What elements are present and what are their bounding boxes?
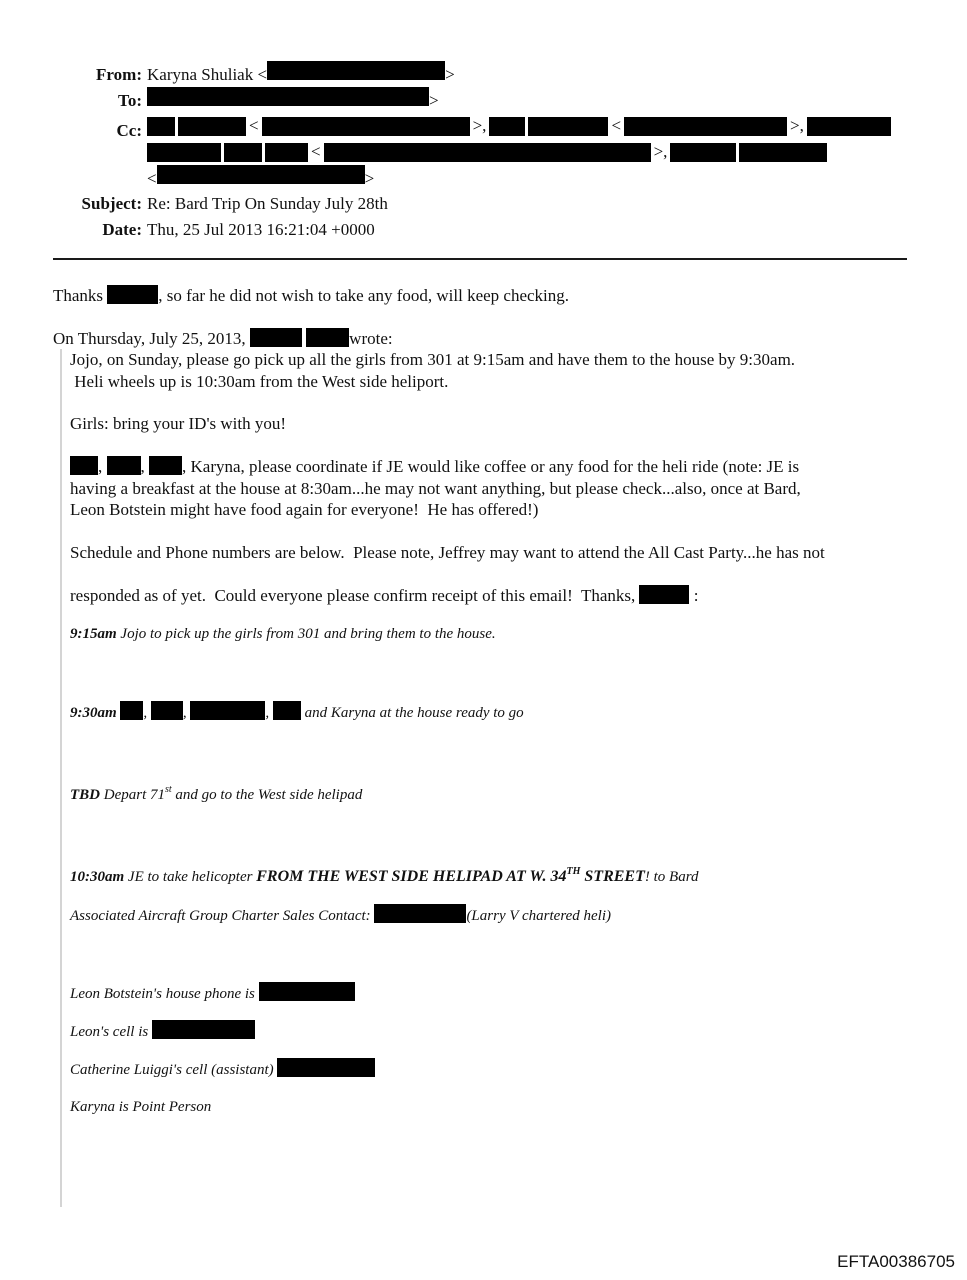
- quoted-line: responded as of yet. Could everyone please confirm receipt of this email! Thanks, :: [70, 586, 699, 605]
- quoted-line: Girls: bring your ID's with you!: [70, 414, 287, 433]
- redaction: [374, 904, 466, 923]
- subject-label: Subject:: [81, 194, 142, 213]
- quoted-line: Heli wheels up is 10:30am from the West side heliport.: [70, 372, 449, 391]
- cc-row: [0, 113, 967, 139]
- date-row: [0, 217, 967, 243]
- redaction: [190, 701, 265, 720]
- redaction: [149, 456, 182, 475]
- cc-row-3: < >: [0, 165, 967, 191]
- from-row: [0, 61, 967, 87]
- redaction: [267, 61, 445, 80]
- quoted-line: Jojo, on Sunday, please go pick up all the girls from 301 at 9:15am and have them to the house by 9:30am.: [70, 350, 796, 369]
- schedule-item: 9:15am Jojo to pick up the girls from 301 and bring them to the house.: [70, 626, 496, 642]
- redaction: [807, 117, 891, 136]
- redaction: [250, 328, 302, 347]
- schedule-item: 10:30am JE to take helicopter FROM THE WEST SIDE HELIPAD AT W. 34TH STREET! to Bard: [70, 866, 699, 885]
- redaction: [157, 165, 365, 184]
- to-row: [0, 87, 967, 113]
- from-close: >: [445, 65, 455, 84]
- date-label: Date:: [102, 220, 142, 239]
- redaction: [178, 117, 246, 136]
- redaction: [639, 585, 689, 604]
- quoted-line: having a breakfast at the house at 8:30am...he may not want anything, but please check...also, once at Bard,: [70, 479, 801, 498]
- redaction: [306, 328, 349, 347]
- redaction: [107, 456, 141, 475]
- subject-value: Re: Bard Trip On Sunday July 28th: [147, 194, 388, 213]
- redaction: [259, 982, 355, 1001]
- cc-label: Cc:: [116, 120, 142, 140]
- redaction: [262, 117, 470, 136]
- redaction: [273, 701, 301, 720]
- quote-border: [60, 349, 62, 1207]
- redaction: [120, 701, 143, 720]
- redaction: [277, 1058, 375, 1077]
- quoted-line: Schedule and Phone numbers are below. Please note, Jeffrey may want to attend the All Cast Party...he has not: [70, 543, 825, 562]
- from-label: From:: [96, 65, 142, 84]
- contact-line: Leon Botstein's house phone is: [70, 982, 355, 1005]
- redaction: [624, 117, 787, 136]
- quote-intro: On Thursday, July 25, 2013, wrote:: [53, 329, 393, 348]
- redaction: [107, 285, 158, 304]
- email-header: [0, 61, 967, 243]
- contact-line: Leon's cell is: [70, 1020, 255, 1043]
- schedule-item: TBD Depart 71st and go to the West side helipad: [70, 784, 363, 803]
- to-close: >: [429, 91, 439, 110]
- redaction: [739, 143, 827, 162]
- subject-row: [0, 191, 967, 217]
- redaction: [151, 701, 183, 720]
- redaction: [670, 143, 736, 162]
- quoted-line: , , , Karyna, please coordinate if JE would like coffee or any food for the heli ride (note: JE is: [70, 456, 799, 478]
- redaction: [147, 143, 221, 162]
- redaction: [324, 143, 651, 162]
- schedule-item: 9:30am , , , and Karyna at the house ready to go: [70, 701, 524, 724]
- document-id: EFTA00386705: [837, 1252, 955, 1271]
- redaction: [224, 143, 262, 162]
- redaction: [489, 117, 525, 136]
- cc-recipients: < >,: [147, 139, 827, 165]
- date-value: Thu, 25 Jul 2013 16:21:04 +0000: [147, 220, 375, 239]
- quoted-line: Leon Botstein might have food again for everyone! He has offered!): [70, 500, 539, 519]
- redaction: [147, 87, 429, 106]
- to-label: To:: [118, 91, 142, 110]
- charter-contact: Associated Aircraft Group Charter Sales Contact: (Larry V chartered heli): [70, 904, 611, 927]
- redaction: [152, 1020, 255, 1039]
- redaction: [528, 117, 608, 136]
- reply-text: Thanks , so far he did not wish to take any food, will keep checking.: [53, 286, 570, 305]
- redaction: [70, 456, 98, 475]
- contact-line: Catherine Luiggi's cell (assistant): [70, 1058, 375, 1081]
- cc-recipients: < >, < >,: [147, 113, 891, 139]
- contact-line: Karyna is Point Person: [70, 1099, 212, 1115]
- from-name: Karyna Shuliak <: [147, 65, 268, 84]
- redaction: [265, 143, 308, 162]
- header-divider: [53, 258, 907, 260]
- redaction: [147, 117, 175, 136]
